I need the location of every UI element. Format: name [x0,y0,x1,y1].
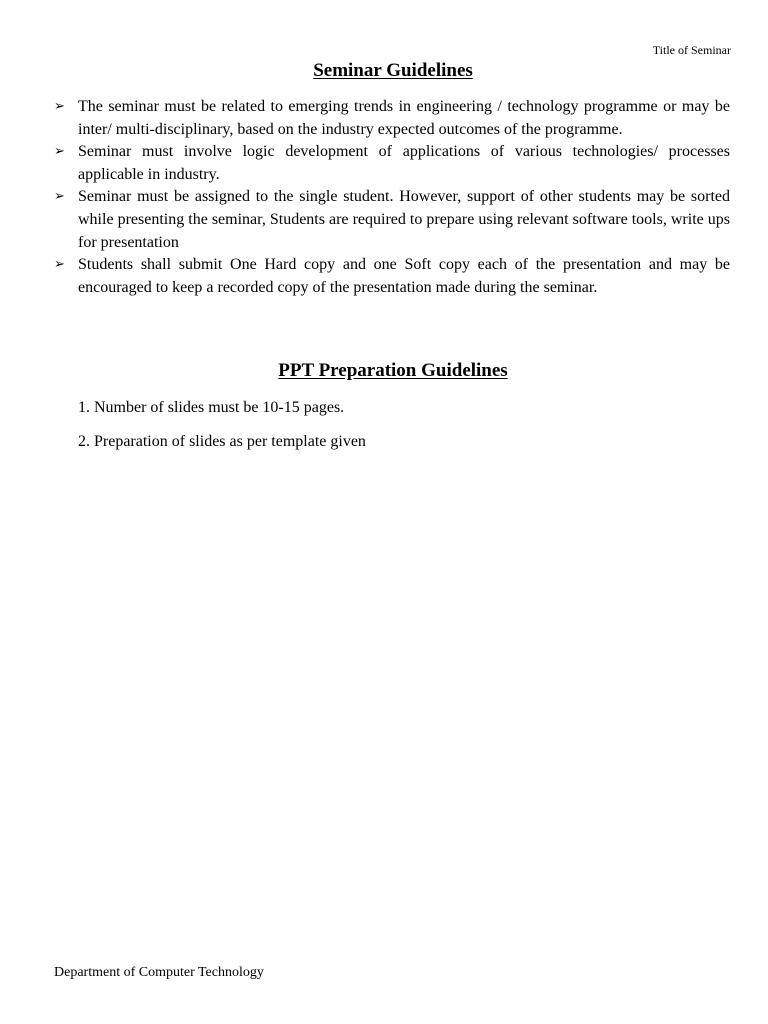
seminar-guidelines-heading: Seminar Guidelines [313,60,473,81]
guideline-text: The seminar must be related to emerging trends in engineering / technology programme or may be inter/ multi-disciplinary, based on the industry expected outcomes of the programme. [78,98,730,138]
guideline-text: Students shall submit One Hard copy and one Soft copy each of the presentation and may be encouraged to keep a recorded copy of the presentation made during the seminar. [78,256,730,296]
header-title: Title of Seminar [652,43,731,57]
ppt-guidelines-heading: PPT Preparation Guidelines [278,360,508,381]
seminar-guidelines-list [54,96,730,299]
arrow-bullet-icon: ➢ [54,189,65,205]
list-item [54,96,730,141]
list-item [54,141,730,186]
arrow-bullet-icon: ➢ [54,144,65,160]
arrow-bullet-icon: ➢ [54,99,65,114]
arrow-bullet-icon: ➢ [54,257,65,273]
list-item [54,186,730,254]
list-item: 2. Preparation of slides as per template given [78,433,366,450]
footer-department: Department of Computer Technology [54,965,264,980]
list-item [54,254,730,299]
guideline-text: Seminar must be assigned to the single student. However, support of other students may be sorted while presenting the seminar, Students are required to prepare using relevant software tools, write ups for presentation [78,188,730,251]
ppt-guidelines-list [78,397,366,465]
list-item: 1. Number of slides must be 10-15 pages. [78,399,345,416]
guideline-text: Seminar must involve logic development of applications of various technologies/ processes applicable in industry. [78,143,730,183]
